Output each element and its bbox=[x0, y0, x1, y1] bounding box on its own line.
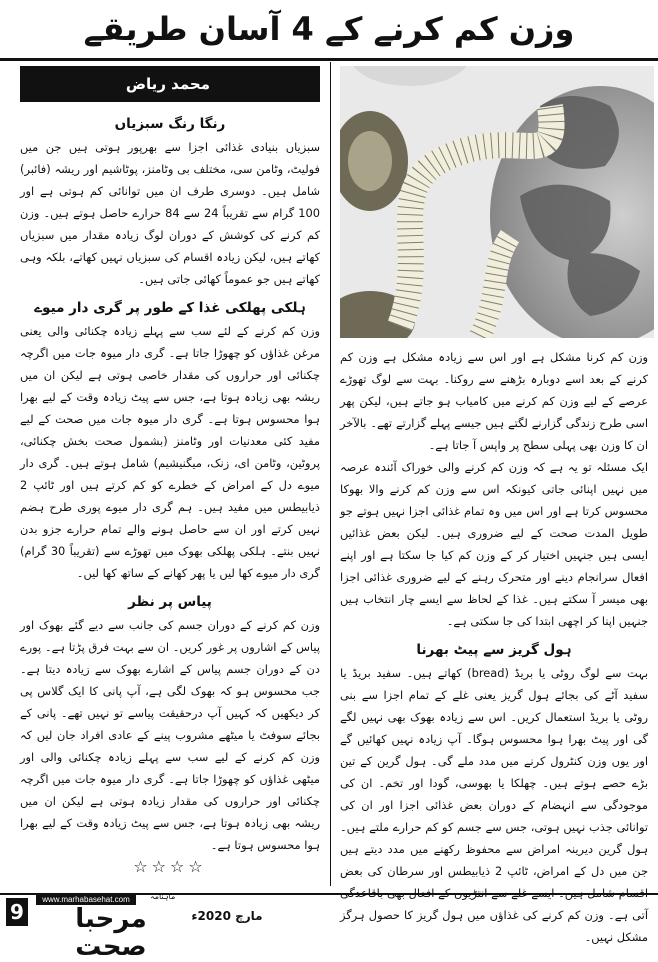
magazine-tagline: ماہنامہ bbox=[150, 892, 176, 901]
page-number: 9 bbox=[6, 898, 28, 926]
paragraph-vegetables: سبزیاں بنیادی غذائی اجزا سے بھرپور ہوتی ہیں جن میں فولیٹ، وٹامن سی، مختلف بی وٹامنز، پوٹاشیم اور ریشہ (فائبر) شامل ہیں۔ دوسری طرف ان میں توانائی کم ہوتی ہے اور 100 گرام سے تقریباً 24 سے 84 حرارے حاصل ہوتے ہیں۔ وزن کم کرنے کی کوشش کے دوران لوگ زیادہ مقدار میں سبزیاں کھاتے ہیں، لیکن زیادہ اقسام کی سبزیاں نہیں کھاتے، بلکہ وہی کھاتے ہیں جو عموماً کھائی جاتی ہیں۔ bbox=[20, 140, 321, 286]
page-title: وزن کم کرنے کے 4 آسان طریقے bbox=[0, 0, 658, 61]
paragraph-wholegrains: بہت سے لوگ روٹی یا بریڈ (bread) کھاتے ہیں۔ سفید بریڈ یا سفید آٹے کی بجائے ہول گریز یعنی غلے کے تمام اجزا سے بنی روٹی یا بریڈ استعمال کریں۔ اس سے زیادہ بھوک بھی نہیں لگے گی اور پیٹ بھرا ہوا محسوس ہوگا۔ آپ زیادہ نہیں کھائیں گے اور یوں وزن کنٹرول کرنے میں مدد ملے گی۔ ہول گرین کے تین بڑے حصے ہوتے ہیں۔ چھلکا یا بھوسی، گودا اور تخم۔ ان کی موجودگی سے انہضام کے دوران بعض غذائی اجزا اور ان کی توانائی جذب نہیں ہوتی، جس سے جسم کو کم حرارے ملتے ہیں۔ ہول گرین دیرینہ امراض سے محفوظ رکھنے میں مدد دیتے ہیں جن میں دل کے امراض، ٹائپ 2 ذیابیطس اور سرطان کی بعض آتی ہے۔ وزن کم کرنے کی غذاؤں میں ہول گریز کا حصول ہرگز مشکل نہیں۔ bbox=[340, 666, 648, 944]
issue-date: مارچ 2020ء bbox=[191, 909, 263, 923]
paragraph-intro: وزن کم کرنا مشکل ہے اور اس سے زیادہ مشکل ہے وزن کم کرنے کے بعد اسے دوبارہ بڑھنے سے روکنا۔ بہت سے لوگ تھوڑے عرصے کے لیے وزن کم کرنے میں کامیاب ہو جاتے ہیں، لیکن پھر اسی طرح زندگی گزارنے لگتے ہیں جیسے پہلے گزارتے تھے۔ بالآخر ان کا وزن بھی پہلی سطح پر واپس آ جاتا ہے۔ bbox=[340, 350, 648, 452]
section-heading-vegetables: رنگا رنگ سبزیاں bbox=[114, 116, 226, 132]
magazine-logo: مرحبا صحت bbox=[75, 904, 147, 962]
section-heading-nuts: ہلکی پھلکی غذا کے طور پر گری دار میوے bbox=[34, 300, 306, 316]
paragraph-nuts: وزن کم کرنے کے لئے سب سے پہلے زیادہ چکنائی والی یعنی مرغن غذاؤں کو چھوڑا جاتا ہے۔ گری دار میوہ جات میں اگرچہ چکنائی اور حراروں کی مقدار خاصی ہوتی ہے لیکن ان میں ریشہ بھی زیادہ ہوتا ہے، جس سے پیٹ زیادہ وقت کے لیے بھرا ہوا محسوس ہوتا ہے۔ گری دار میوہ جات میں صحت کے لیے مفید کئی معدنیات اور وٹامنز (بشمول صحت بخش چکنائی، پروٹین، وٹامن ای، زنک، میگنیشیم) شامل ہوتے ہیں۔ گری دار میوے دل کے امراض کے خطرے کو کم کرتے ہیں اور ٹائپ 2 ذیابیطس میں مفید ہیں۔ ہم گری دار میوے پوری طرح ہضم نہیں کرتے اور ان سے حاصل ہونے والے تمام حرارے جزو بدن نہیں بنتے۔ ہلکی پھلکی بھوک میں تھوڑے سے (تقریباً 30 گرام) گری دار میوے کھا لیں یا پھر کھانے کے ساتھ کھا لیں۔ bbox=[20, 324, 320, 580]
left-column bbox=[20, 112, 320, 892]
end-stars: ☆☆☆☆ bbox=[133, 857, 207, 876]
website-url[interactable]: www.marhabasehat.com bbox=[36, 893, 136, 905]
author-bar bbox=[20, 66, 320, 102]
paragraph-thirst: وزن کم کرنے کے دوران جسم کی جانب سے دیے گئے بھوک اور پیاس کے اشاروں پر غور کریں۔ ان سے بہت فرق پڑتا ہے۔ پورے دن کے دوران جسم پیاس کے اشارے بھوک سے زیادہ دیتا ہے۔ جب محسوس ہو کہ بھوک لگی ہے، آپ پانی کا ایک گلاس پی کر دیکھیں کہ کہیں آپ درحقیقت پیاسے تو نہیں تھے۔ پانی کے بجائے سوفٹ یا میٹھے مشروب پینے کے عادی افراد جان لیں کہ وزن کم کرنے کے لیے سب سے پہلے زیادہ چکنائی والی اور میٹھی غذاؤں کو چھوڑا جاتا ہے۔ گری دار میوہ جات میں اگرچہ چکنائی اور حراروں کی مقدار زیادہ ہوتی ہے لیکن ان میں ریشہ بھی زیادہ ہوتا ہے، جس سے پیٹ زیادہ وقت کے لیے بھرا ہوا محسوس ہوتا ہے۔ bbox=[20, 618, 320, 852]
right-column bbox=[340, 346, 648, 944]
salad-measuring-tape-photo bbox=[340, 66, 654, 338]
column-divider bbox=[330, 62, 331, 886]
section-heading-wholegrains: ہول گریز سے پیٹ بھرنا bbox=[416, 642, 572, 658]
section-heading-thirst: پیاس پر نظر bbox=[128, 594, 212, 610]
author-name: محمد ریاض bbox=[125, 75, 210, 93]
photo-illustration bbox=[340, 66, 654, 338]
paragraph-problem: ایک مسئلہ تو یہ ہے کہ وزن کم کرنے والی خوراک آئندہ عرصہ میں نہیں اپنائی جاتی کیونکہ اس سے وزن کم کرنے والا بھوکا محسوس کرتا ہے اور اس میں وہ تمام غذائی اجزا نہیں ہوتے جو طویل المدت صحت کے لیے ضروری ہیں۔ لیکن بعض غذائیں ایسی ہیں جنہیں اختیار کر کے وزن کم کیا جا سکتا ہے اور اپنے افعال سرانجام دینے اور متحرک رہنے کے لیے ضروری غذائی اجزا بھی میسر آ سکتے ہیں۔ غذا کے لحاظ سے ایسے چار انتخاب ہیں جنہیں اپنا کر اچھی ابتدا کی جا سکتی ہے۔ bbox=[340, 460, 648, 628]
